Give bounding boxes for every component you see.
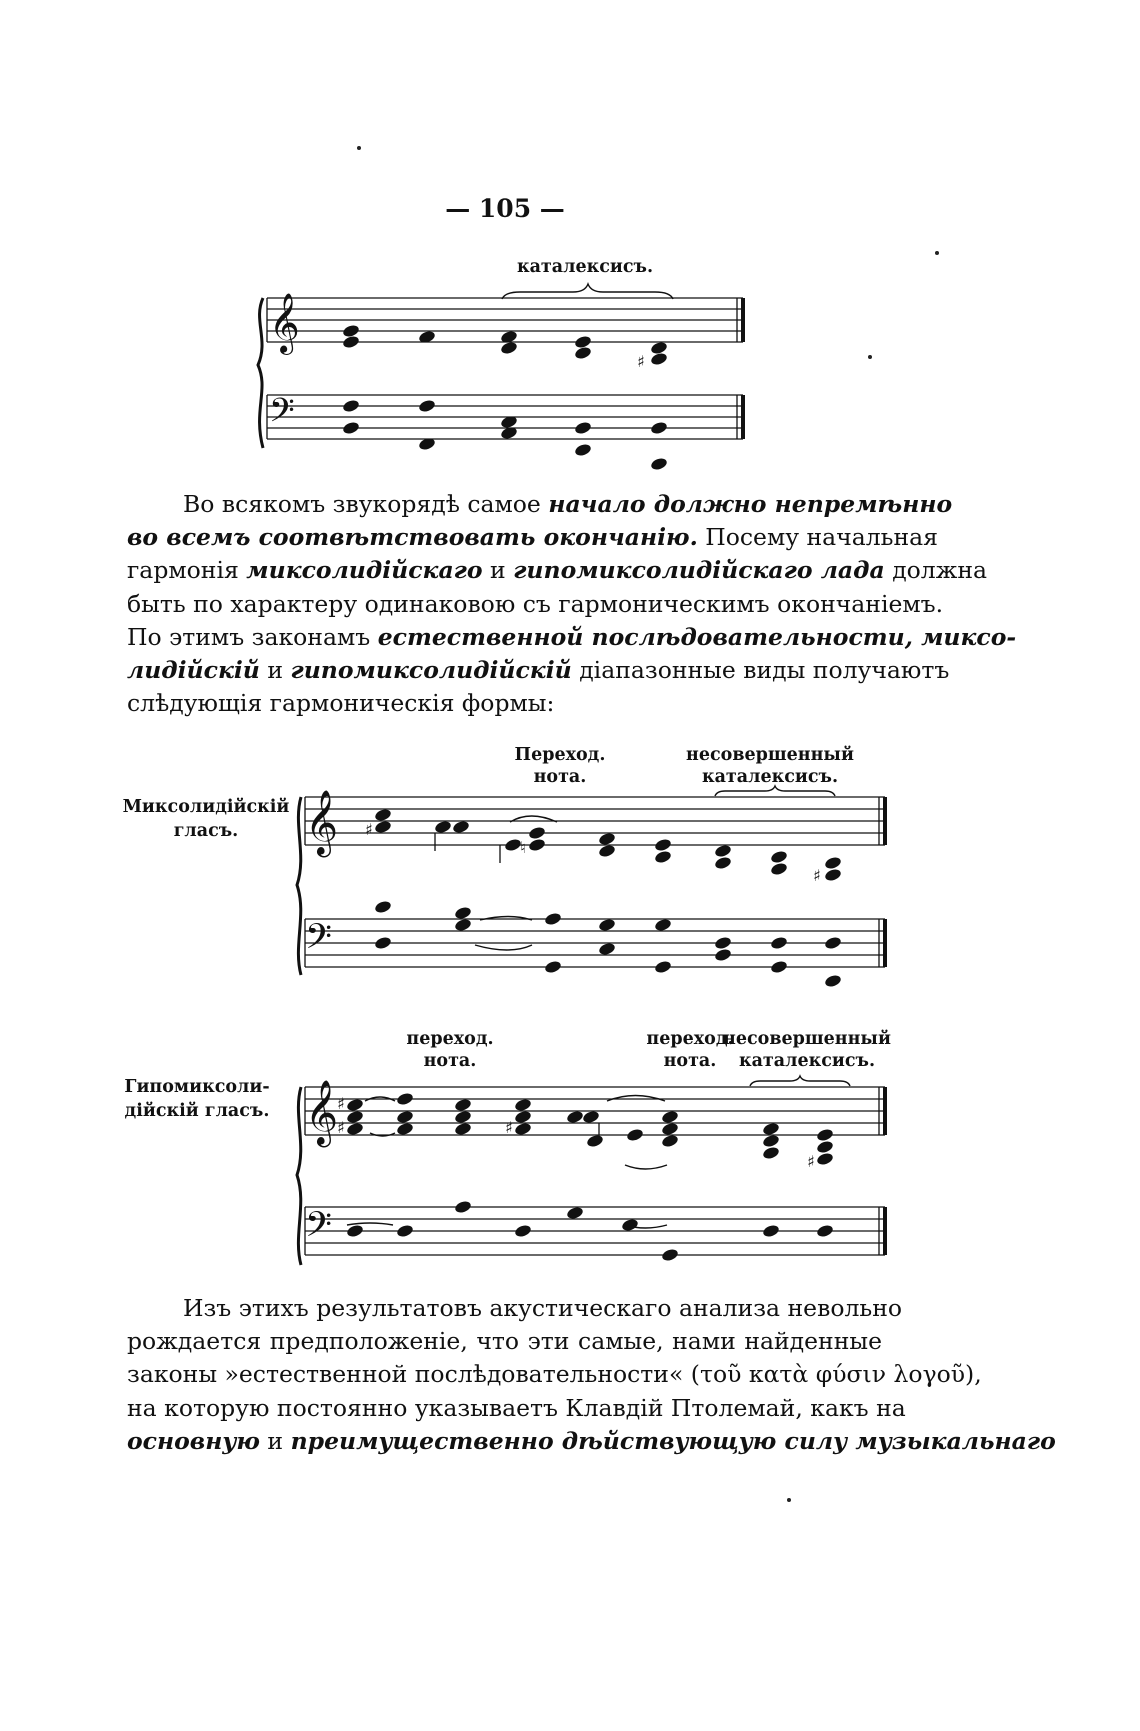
svg-text:𝄞: 𝄞 bbox=[305, 790, 339, 855]
svg-text:♯: ♯ bbox=[637, 352, 645, 371]
text-line: на которую постоянно указываетъ Клавдій Птолемай, какъ на bbox=[127, 1393, 906, 1422]
catalexis-label: несовершенный каталексисъ. bbox=[686, 745, 854, 787]
svg-text:𝄢: 𝄢 bbox=[305, 1204, 333, 1253]
hypomixolydian-label: Гипомиксоли-дійскій гласъ. bbox=[124, 1077, 270, 1121]
svg-text:♯: ♯ bbox=[337, 1094, 345, 1113]
text-line: основную и преимущественно дѣйствующую силу музыкальнаго bbox=[127, 1426, 1056, 1455]
page-number: — 105 — bbox=[445, 194, 565, 223]
text-line: гармонія миксолидійскаго и гипомиксолидійскаго лада должна bbox=[127, 556, 988, 585]
text-line: законы »естественной послѣдовательности« (τοῦ κατὰ φύσιν λογοῦ), bbox=[127, 1360, 982, 1389]
svg-text:𝄞: 𝄞 bbox=[305, 1080, 339, 1145]
emphasis: гипомиксолидійскій bbox=[290, 656, 572, 685]
paragraph-1 bbox=[127, 488, 1017, 720]
text-line: лидійскій и гипомиксолидійскій діапазонные виды получаютъ bbox=[127, 656, 950, 685]
svg-text:𝄢: 𝄢 bbox=[305, 916, 333, 965]
passing-note-label-b: переход. нота. bbox=[646, 1029, 734, 1071]
catalexis-label-2: несовершенный каталексисъ. bbox=[723, 1029, 891, 1071]
passing-note-label-a: переход. нота. bbox=[406, 1029, 494, 1071]
emphasis: гипомиксолидійскаго лада bbox=[513, 556, 885, 585]
text-line: быть по характеру одинаковою съ гармоническимъ окончаніемъ. bbox=[127, 589, 944, 618]
text-line: слѣдующія гармоническія формы: bbox=[127, 689, 555, 718]
paragraph-2 bbox=[127, 1292, 1056, 1458]
svg-text:♮: ♮ bbox=[520, 838, 526, 857]
text-line: во всемъ соотвѣтствовать окончанію. Посему начальная bbox=[127, 523, 938, 552]
text-line: По этимъ законамъ естественной послѣдовательности, миксо- bbox=[127, 622, 1017, 651]
speck bbox=[935, 251, 939, 255]
emphasis: естественной послѣдовательности, миксо- bbox=[377, 622, 1017, 651]
emphasis: миксолидійскаго bbox=[246, 556, 483, 585]
svg-text:♯: ♯ bbox=[365, 820, 373, 839]
svg-text:𝄞: 𝄞 bbox=[269, 293, 300, 353]
cataléxis-label: каталексисъ. bbox=[516, 257, 654, 277]
text-line: Во всякомъ звукорядѣ самое начало должно непремѣнно bbox=[183, 490, 953, 518]
svg-text:𝄢: 𝄢 bbox=[269, 392, 295, 438]
svg-text:♯: ♯ bbox=[337, 1118, 345, 1137]
emphasis: лидійскій bbox=[127, 656, 260, 685]
emphasis: во всемъ соотвѣтствовать окончанію. bbox=[127, 523, 698, 552]
emphasis: начало должно непремѣнно bbox=[548, 490, 953, 518]
svg-text:♯: ♯ bbox=[505, 1118, 513, 1137]
passing-note-label: Переход. нота. bbox=[514, 745, 606, 787]
svg-text:♯: ♯ bbox=[813, 866, 821, 885]
svg-text:♯: ♯ bbox=[807, 1152, 815, 1171]
emphasis: основную bbox=[127, 1426, 260, 1455]
mixolydian-label: Миксолидійскій гласъ. bbox=[122, 797, 290, 841]
speck bbox=[357, 146, 361, 150]
emphasis: преимущественно дѣйствующую силу музыкальнаго bbox=[290, 1426, 1056, 1455]
text-line: Изъ этихъ результатовъ акустическаго анализа невольно bbox=[183, 1294, 902, 1322]
music-example-2 bbox=[295, 785, 895, 985]
speck bbox=[787, 1498, 791, 1502]
text-line: рождается предположеніе, что эти самые, нами найденные bbox=[127, 1327, 882, 1356]
speck bbox=[868, 355, 872, 359]
music-example-1 bbox=[255, 280, 765, 470]
music-example-3 bbox=[295, 1075, 895, 1270]
